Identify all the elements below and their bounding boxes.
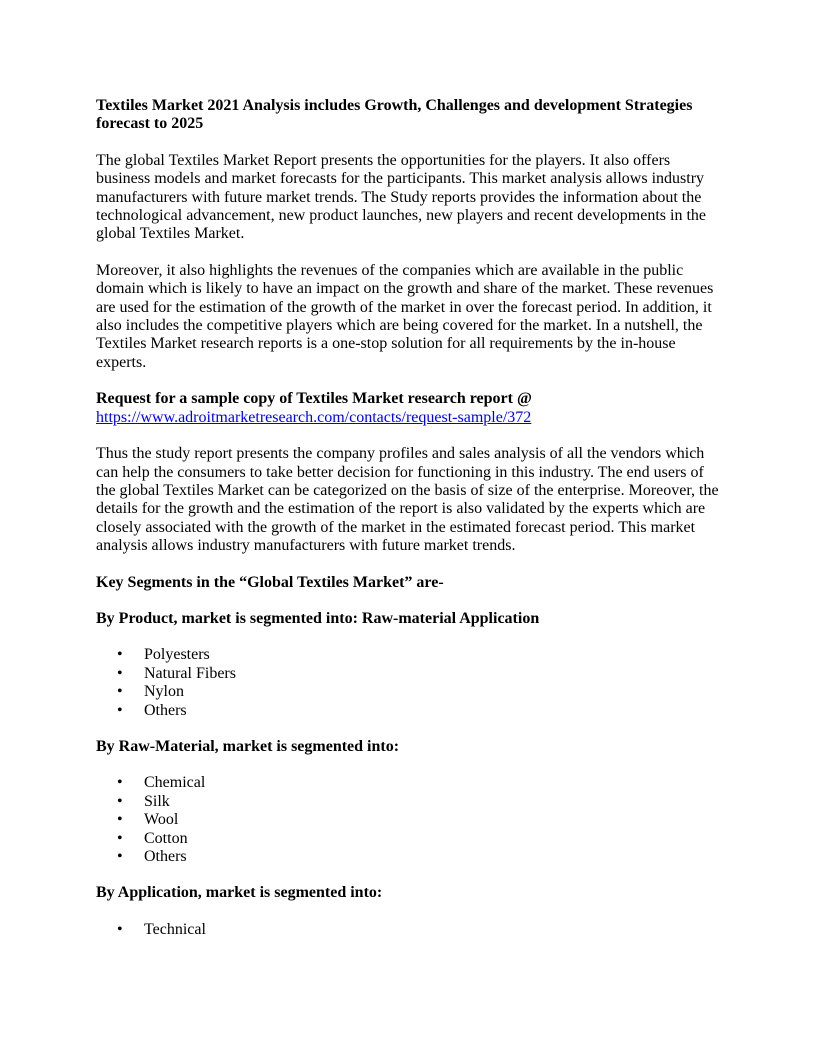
list-item: • Polyesters — [117, 646, 210, 664]
bullet-icon: • — [117, 701, 123, 719]
document-title: Textiles Market 2021 Analysis includes Growth, Challenges and development Strategies forecast to 2025 — [96, 97, 693, 133]
bullet-icon: • — [117, 646, 123, 664]
list-item: • Cotton — [117, 829, 188, 847]
bullet-icon: • — [117, 829, 123, 847]
product-list — [96, 646, 722, 720]
intro-paragraph: The global Textiles Market Report presents the opportunities for the players. It also offers business models and market forecasts for the participants. This market analysis allows industry manufacturers with future market trends. The Study reports provides the information about the technological advancement, new product launches, new players and recent developments in the global Textiles Market. — [96, 151, 706, 243]
list-item: • Natural Fibers — [117, 664, 236, 682]
bullet-icon: • — [117, 811, 123, 829]
list-item: • Nylon — [117, 683, 184, 701]
sample-request-block — [96, 390, 722, 427]
product-heading: By Product, market is segmented into: Raw-material Application — [96, 609, 540, 627]
bullet-icon: • — [117, 664, 123, 682]
list-item: • Others — [117, 848, 187, 865]
sample-request-label: Request for a sample copy of Textiles Market research report @ — [96, 390, 532, 408]
revenue-paragraph: Moreover, it also highlights the revenues of the companies which are available in the public domain which is likely to have an impact on the growth and share of the market. These revenues are used for the estimation of the growth of the market in over the forecast period. In addition, it also includes the competitive players which are being covered for the market. In a nutshell, the Textiles Market research reports is a one-stop solution for all requirements by the in-house experts. — [96, 261, 714, 371]
bullet-icon: • — [117, 683, 123, 701]
bullet-icon: • — [117, 792, 123, 810]
document-page — [96, 97, 722, 957]
list-item: • Wool — [117, 811, 179, 829]
bullet-icon: • — [117, 774, 123, 792]
list-item: • Technical — [117, 920, 206, 938]
list-item: • Others — [117, 701, 187, 719]
application-heading: By Application, market is segmented into: — [96, 884, 383, 902]
list-item: • Chemical — [117, 774, 206, 792]
raw-material-list — [96, 774, 722, 866]
sample-request-link[interactable]: https://www.adroitmarketresearch.com/contacts/request-sample/372 — [96, 408, 532, 426]
list-item: • Silk — [117, 792, 170, 810]
raw-material-heading: By Raw-Material, market is segmented into: — [96, 737, 400, 755]
bullet-icon: • — [117, 848, 123, 865]
application-list — [96, 921, 722, 939]
key-segments-heading: Key Segments in the “Global Textiles Market” are- — [96, 573, 444, 591]
study-paragraph: Thus the study report presents the company profiles and sales analysis of all the vendors which can help the consumers to take better decision for functioning in this industry. The end users of the global Textiles Market can be categorized on the basis of size of the enterprise. Moreover, the details for the growth and the estimation of the report is also validated by the experts which are closely associated with the growth of the market in the estimated forecast period. This market analysis allows industry manufacturers with future market trends. — [96, 445, 719, 555]
bullet-icon: • — [117, 920, 123, 938]
